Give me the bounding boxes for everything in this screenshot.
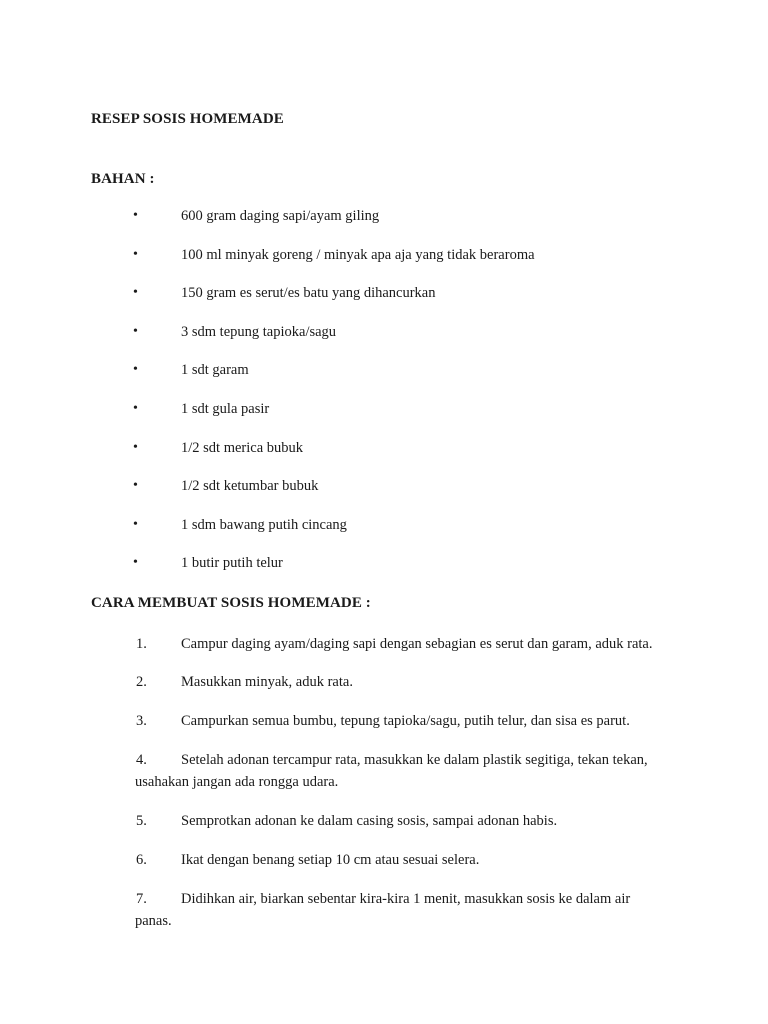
ingredient-text: 1 sdm bawang putih cincang [181, 516, 347, 533]
step-text: Campurkan semua bumbu, tepung tapioka/sagu, putih telur, dan sisa es parut. [181, 713, 630, 729]
ingredient-item [0, 440, 768, 479]
ingredient-text: 150 gram es serut/es batu yang dihancurkan [181, 285, 436, 302]
bullet-icon: • [133, 246, 138, 262]
ingredient-text: 100 ml minyak goreng / minyak apa aja yang tidak beraroma [181, 246, 535, 263]
bullet-icon: • [133, 208, 138, 223]
bullet-icon: • [133, 400, 138, 416]
ingredient-item [0, 324, 768, 363]
bullet-icon: • [133, 478, 138, 494]
bullet-icon: • [133, 516, 138, 532]
ingredient-item [0, 401, 768, 440]
step-number: 5. [136, 813, 147, 829]
step-text-continuation: panas. [135, 913, 172, 929]
step-item [0, 810, 768, 849]
step-text: Ikat dengan benang setiap 10 cm atau sesuai selera. [181, 852, 480, 868]
steps-heading: CARA MEMBUAT SOSIS HOMEMADE : [91, 595, 371, 611]
ingredient-item [0, 478, 768, 517]
step-number: 4. [136, 752, 147, 768]
step-text: Semprotkan adonan ke dalam casing sosis, sampai adonan habis. [181, 813, 558, 829]
steps-list [0, 633, 768, 929]
ingredient-text: 600 gram daging sapi/ayam giling [181, 208, 380, 224]
ingredient-item [0, 517, 768, 556]
step-item [0, 710, 768, 749]
step-item [0, 749, 768, 810]
ingredients-list [0, 208, 768, 594]
bullet-icon: • [133, 555, 138, 571]
step-text: Didihkan air, biarkan sebentar kira-kira 1 menit, masukkan sosis ke dalam air [181, 891, 631, 907]
step-text: Campur daging ayam/daging sapi dengan sebagian es serut dan garam, aduk rata. [181, 636, 653, 652]
step-number: 1. [136, 636, 147, 652]
bullet-icon: • [133, 439, 138, 455]
bullet-icon: • [133, 362, 138, 378]
ingredient-item [0, 555, 768, 594]
ingredient-text: 1 sdt garam [181, 362, 249, 379]
ingredient-item [0, 362, 768, 401]
ingredient-item [0, 208, 768, 247]
step-text-continuation: usahakan jangan ada rongga udara. [135, 774, 339, 790]
ingredient-text: 1/2 sdt merica bubuk [181, 439, 304, 456]
ingredients-heading: BAHAN : [91, 171, 155, 187]
ingredient-text: 1 butir putih telur [181, 555, 283, 572]
ingredient-text: 3 sdm tepung tapioka/sagu [181, 323, 337, 340]
step-number: 7. [136, 891, 147, 907]
step-number: 6. [136, 852, 147, 868]
step-number: 3. [136, 713, 147, 729]
ingredient-item [0, 247, 768, 286]
step-text: Setelah adonan tercampur rata, masukkan ke dalam plastik segitiga, tekan tekan, [181, 752, 648, 768]
step-item [0, 633, 768, 671]
step-number: 2. [136, 674, 147, 690]
document-title: RESEP SOSIS HOMEMADE [91, 111, 284, 127]
bullet-icon: • [133, 323, 138, 339]
step-item [0, 671, 768, 710]
step-text: Masukkan minyak, aduk rata. [181, 674, 353, 690]
ingredient-text: 1/2 sdt ketumbar bubuk [181, 478, 319, 495]
ingredient-item [0, 285, 768, 324]
bullet-icon: • [133, 285, 138, 301]
step-item [0, 849, 768, 888]
ingredient-text: 1 sdt gula pasir [181, 400, 270, 417]
